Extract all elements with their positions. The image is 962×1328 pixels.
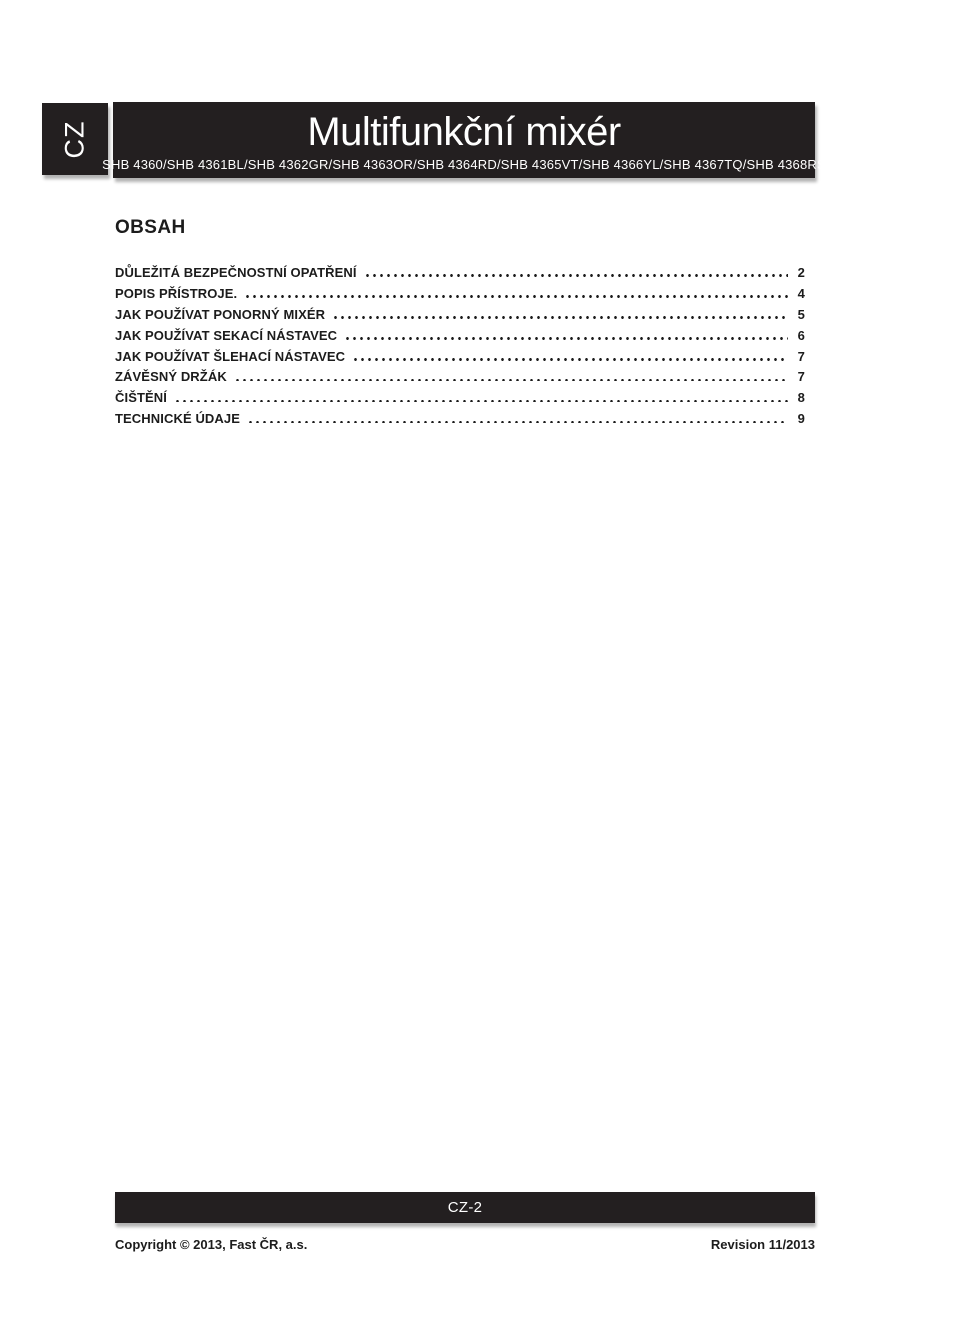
toc-entry-label: TECHNICKÉ ÚDAJE: [115, 411, 241, 427]
toc-entry-label: POPIS PŘÍSTROJE.: [115, 285, 238, 301]
toc-entry-page: 6: [797, 327, 805, 343]
toc-entry: [115, 369, 805, 390]
model-numbers: SHB 4360/SHB 4361BL/SHB 4362GR/SHB 4363OR/SHB 4364RD/SHB 4365VT/SHB 4366YL/SHB 4367TQ/SHB 4368RS: [102, 157, 826, 172]
dot-leader: [344, 337, 788, 340]
toc-entry: [115, 265, 805, 286]
toc-entry-page: 8: [797, 390, 805, 406]
language-tab-label: CZ: [59, 120, 90, 158]
dot-leader: [247, 421, 788, 424]
toc-entry-page: 4: [797, 285, 805, 301]
toc-entry: [115, 328, 805, 349]
dot-leader: [364, 274, 788, 277]
toc-entry: [115, 411, 805, 432]
toc-entry: [115, 286, 805, 307]
language-tab: [42, 103, 108, 175]
dot-leader: [244, 295, 788, 298]
copyright-text: Copyright © 2013, Fast ČR, a.s.: [115, 1237, 308, 1252]
dot-leader: [234, 379, 788, 382]
toc-heading: OBSAH: [115, 217, 186, 238]
toc-list: [115, 265, 805, 432]
dot-leader: [352, 358, 788, 361]
toc-entry-label: DŮLEŽITÁ BEZPEČNOSTNÍ OPATŘENÍ: [115, 265, 357, 280]
toc-entry-label: JAK POUŽÍVAT PONORNÝ MIXÉR: [115, 306, 326, 322]
toc-entry-page: 5: [797, 306, 805, 322]
toc-entry: [115, 349, 805, 370]
dot-leader: [332, 316, 788, 319]
legal-row: [115, 1237, 815, 1253]
revision-text: Revision 11/2013: [710, 1237, 815, 1252]
toc-entry-page: 2: [797, 265, 805, 280]
toc-entry: [115, 307, 805, 328]
dot-leader: [174, 400, 788, 403]
product-title: Multifunkční mixér: [307, 110, 621, 154]
page-number-bar: [115, 1192, 815, 1223]
toc-entry-label: JAK POUŽÍVAT SEKACÍ NÁSTAVEC: [115, 327, 338, 343]
toc-entry-page: 7: [797, 369, 805, 385]
toc-entry-label: ČIŠTĚNÍ: [115, 390, 167, 406]
title-banner: [102, 102, 826, 178]
toc-entry-page: 7: [797, 348, 805, 364]
page-number-label: CZ-2: [447, 1199, 483, 1216]
toc-entry-page: 9: [797, 411, 805, 427]
toc-entry-label: ZÁVĚSNÝ DRŽÁK: [115, 369, 227, 385]
toc-entry-label: JAK POUŽÍVAT ŠLEHACÍ NÁSTAVEC: [115, 348, 346, 364]
toc-entry: [115, 390, 805, 411]
